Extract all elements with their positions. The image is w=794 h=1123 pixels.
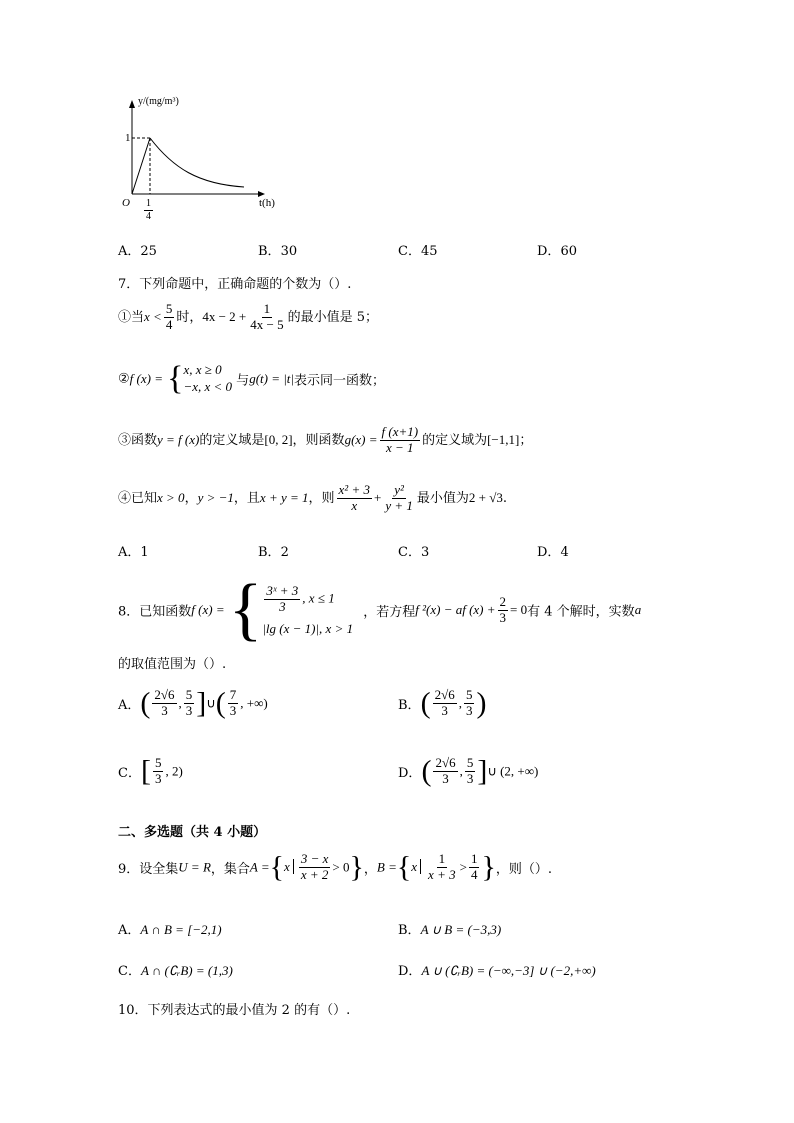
q9-option-b[interactable]: B．A ∪ B = (−3,3): [398, 922, 502, 938]
q8-option-d[interactable]: D．( $\frac{2√6}{3}$ , $\frac{5}{3}$ ]∪ (2, +∞): [398, 754, 539, 788]
q8-option-a[interactable]: A．( $\frac{2√6}{3}$ , $\frac{5}{3}$ ]∪( $\frac{7}{3}$ , +∞): [118, 686, 268, 720]
origin-label: O: [122, 197, 130, 209]
q7-option-d[interactable]: D．4: [537, 545, 569, 560]
y-axis-label: y/(mg/m³): [138, 96, 179, 107]
q10-stem: 10．下列表达式的最小值为 2 的有（）.: [118, 1003, 351, 1018]
q7-statement-4: ④已知x > 0，y > −1，且x + y = 1，则 $\frac{\text{x² + 3}}{x}$ + $\frac{\text{y²}}{y + 1}$ 最小值为2 + √3.: [118, 482, 507, 513]
q9-option-a[interactable]: A．A ∩ B = [−2,1): [118, 922, 222, 938]
q9-stem: 9．设全集U = R，集合A ={x $\frac{3 - x}{x + 2}$ > 0}，B ={x $\frac{1}{x + 3}$ > $\frac{1}{4}$ }，则（）.: [118, 850, 552, 884]
rise-segment: [132, 138, 150, 194]
section-heading-multi-choice: 二、多选题（共 4 小题）: [118, 825, 267, 840]
q6-option-d[interactable]: D．60: [537, 244, 577, 259]
q6-option-b[interactable]: B．30: [258, 244, 298, 259]
q8-option-c[interactable]: C．[ $\frac{5}{3}$ , 2): [118, 754, 183, 788]
q7-option-c[interactable]: C．3: [398, 545, 430, 560]
q7-stem: 7．下列命题中，正确命题的个数为（）.: [118, 277, 352, 292]
x-tick-label: $\frac{1}{4}$: [146, 198, 151, 222]
q6-option-c[interactable]: C．45: [398, 244, 438, 259]
q7-statement-1: ①当x < $\frac{5}{4}$ 时，4x − 2 + $\frac{1}{4x - 5}$ 的最小值是 5；: [118, 301, 378, 332]
decay-curve: [150, 138, 244, 187]
q7-statement-3: ③函数y = f (x)的定义域是[0, 2]，则函数g(x) = $\frac{f (x+1)}{x - 1}$ 的定义域为[−1,1]；: [118, 424, 533, 455]
y-tick-label: 1: [125, 132, 131, 144]
q6-option-a[interactable]: A．25: [118, 244, 157, 259]
q7-option-b[interactable]: B．2: [258, 545, 289, 560]
q7-option-a[interactable]: A．1: [118, 545, 149, 560]
y-axis-arrow: [129, 100, 135, 108]
q9-option-d[interactable]: D．A ∪ (∁ᵣB) = (−∞,−3] ∪ (−2,+∞): [398, 963, 596, 979]
q8-stem-line2: 的取值范围为（）.: [118, 657, 227, 672]
x-axis-label: t(h): [259, 197, 275, 209]
q9-option-c[interactable]: C．A ∩ (∁ᵣB) = (1,3): [118, 963, 233, 979]
q8-stem: 8．已知函数f (x) = { $\frac{\text{3ˣ + 3}}{3}$ , x ≤ 1 |lg (x − 1)|, x > 1 ，若方程f ²(x) − af (x) + $\frac{2}{3}$ = 0有 4 个解时，实数a: [118, 571, 642, 648]
q8-option-b[interactable]: B．( $\frac{2√6}{3}$ , $\frac{5}{3}$ ): [398, 686, 487, 720]
q7-statement-2: ②f (x) = { x, x ≥ 0 −x, x < 0 与g(t) = |t|表示同一函数；: [118, 360, 386, 397]
